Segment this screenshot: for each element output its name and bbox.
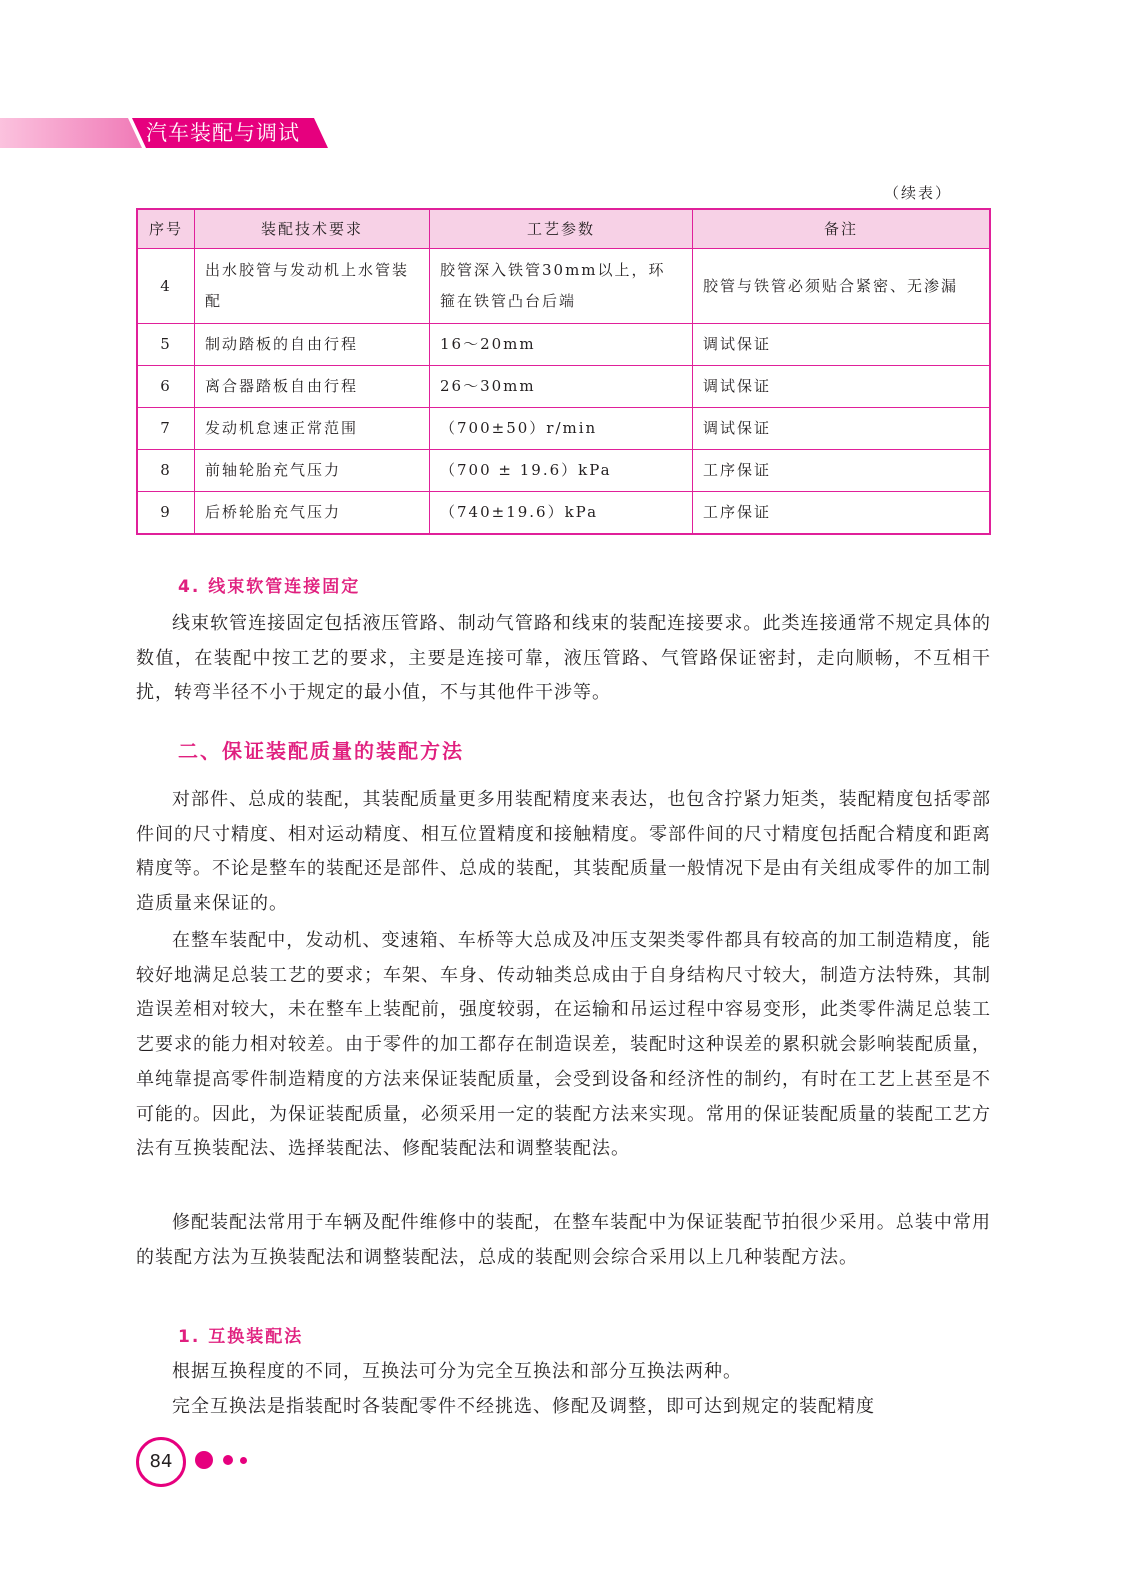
subsection-heading-interchange: 1. 互换装配法 — [178, 1327, 304, 1347]
cell-number: 9 — [137, 492, 195, 535]
cell-requirement: 离合器踏板自由行程 — [195, 366, 430, 408]
cell-parameter: （740±19.6）kPa — [430, 492, 693, 535]
paragraph-wiring-hose: 线束软管连接固定包括液压管路、制动气管路和线束的装配连接要求。此类连接通常不规定具体的数值，在装配中按工艺的要求，主要是连接可靠，液压管路、气管路保证密封，走向顺畅，不互相干扰，转弯半径不小于规定的最小值，不与其他件干涉等。 — [136, 613, 991, 704]
cell-number: 5 — [137, 324, 195, 366]
cell-requirement: 发动机怠速正常范围 — [195, 408, 430, 450]
book-title: 汽车装配与调试 — [146, 121, 300, 145]
cell-number: 6 — [137, 366, 195, 408]
assembly-spec-table — [136, 208, 991, 535]
table-header-row — [137, 209, 990, 249]
table-row — [137, 249, 990, 324]
paragraph-assembly-precision: 对部件、总成的装配，其装配质量更多用装配精度来表达，也包含拧紧力矩类，装配精度包括零部件间的尺寸精度、相对运动精度、相互位置精度和接触精度。零部件间的尺寸精度包括配合精度和距离精度等。不论是整车的装配还是部件、总成的装配，其装配质量一般情况下是由有关组成零件的加工制造质量来保证的。 — [136, 789, 991, 915]
section-heading-assembly-methods: 二、保证装配质量的装配方法 — [178, 739, 464, 763]
table-row — [137, 450, 990, 492]
decorative-dot-medium — [223, 1455, 233, 1465]
table-continued-label: （续表） — [883, 184, 952, 202]
column-header-remark: 备注 — [693, 209, 991, 249]
table-row — [137, 324, 990, 366]
cell-parameter: （700 ± 19.6）kPa — [430, 450, 693, 492]
cell-requirement: 后桥轮胎充气压力 — [195, 492, 430, 535]
paragraph-vehicle-assembly: 在整车装配中，发动机、变速箱、车桥等大总成及冲压支架类零件都具有较高的加工制造精度，能较好地满足总装工艺的要求；车架、车身、传动轴类总成由于自身结构尺寸较大，制造方法特殊，其制造误差相对较大，未在整车上装配前，强度较弱，在运输和吊运过程中容易变形，此类零件满足总装工艺要求的能力相对较差。由于零件的加工都存在制造误差，装配时这种误差的累积就会影响装配质量，单纯靠提高零件制造精度的方法来保证装配质量，会受到设备和经济性的制约，有时在工艺上甚至是不可能的。因此，为保证装配质量，必须采用一定的装配方法来实现。常用的保证装配质量的装配工艺方法有互换装配法、选择装配法、修配装配法和调整装配法。 — [136, 930, 991, 1160]
cell-remark: 调试保证 — [693, 366, 991, 408]
cell-remark: 调试保证 — [693, 324, 991, 366]
column-header-requirement: 装配技术要求 — [195, 209, 430, 249]
column-header-number: 序号 — [137, 209, 195, 249]
cell-number: 7 — [137, 408, 195, 450]
cell-number: 4 — [137, 249, 195, 324]
paragraph-interchange-types: 根据互换程度的不同，互换法可分为完全互换法和部分互换法两种。 — [172, 1361, 742, 1382]
paragraph-repair-assembly: 修配装配法常用于车辆及配件维修中的装配，在整车装配中为保证装配节拍很少采用。总装中常用的装配方法为互换装配法和调整装配法，总成的装配则会综合采用以上几种装配方法。 — [136, 1212, 991, 1268]
decorative-dot-large — [195, 1451, 213, 1469]
paragraph-complete-interchange: 完全互换法是指装配时各装配零件不经挑选、修配及调整，即可达到规定的装配精度 — [172, 1396, 875, 1417]
subsection-heading-wiring-hose: 4. 线束软管连接固定 — [178, 577, 361, 597]
cell-requirement: 前轴轮胎充气压力 — [195, 450, 430, 492]
cell-remark: 工序保证 — [693, 492, 991, 535]
table-row — [137, 408, 990, 450]
cell-parameter: 16～20mm — [430, 324, 693, 366]
decorative-dot-small — [240, 1457, 247, 1464]
page-number: 84 — [136, 1437, 186, 1487]
cell-remark: 工序保证 — [693, 450, 991, 492]
cell-requirement: 出水胶管与发动机上水管装配 — [195, 249, 430, 324]
cell-remark: 调试保证 — [693, 408, 991, 450]
table-row — [137, 492, 990, 535]
column-header-parameter: 工艺参数 — [430, 209, 693, 249]
cell-remark: 胶管与铁管必须贴合紧密、无渗漏 — [693, 249, 991, 324]
cell-parameter: 胶管深入铁管30mm以上，环箍在铁管凸台后端 — [430, 249, 693, 324]
cell-parameter: （700±50）r/min — [430, 408, 693, 450]
cell-number: 8 — [137, 450, 195, 492]
table-row — [137, 366, 990, 408]
cell-parameter: 26～30mm — [430, 366, 693, 408]
cell-requirement: 制动踏板的自由行程 — [195, 324, 430, 366]
